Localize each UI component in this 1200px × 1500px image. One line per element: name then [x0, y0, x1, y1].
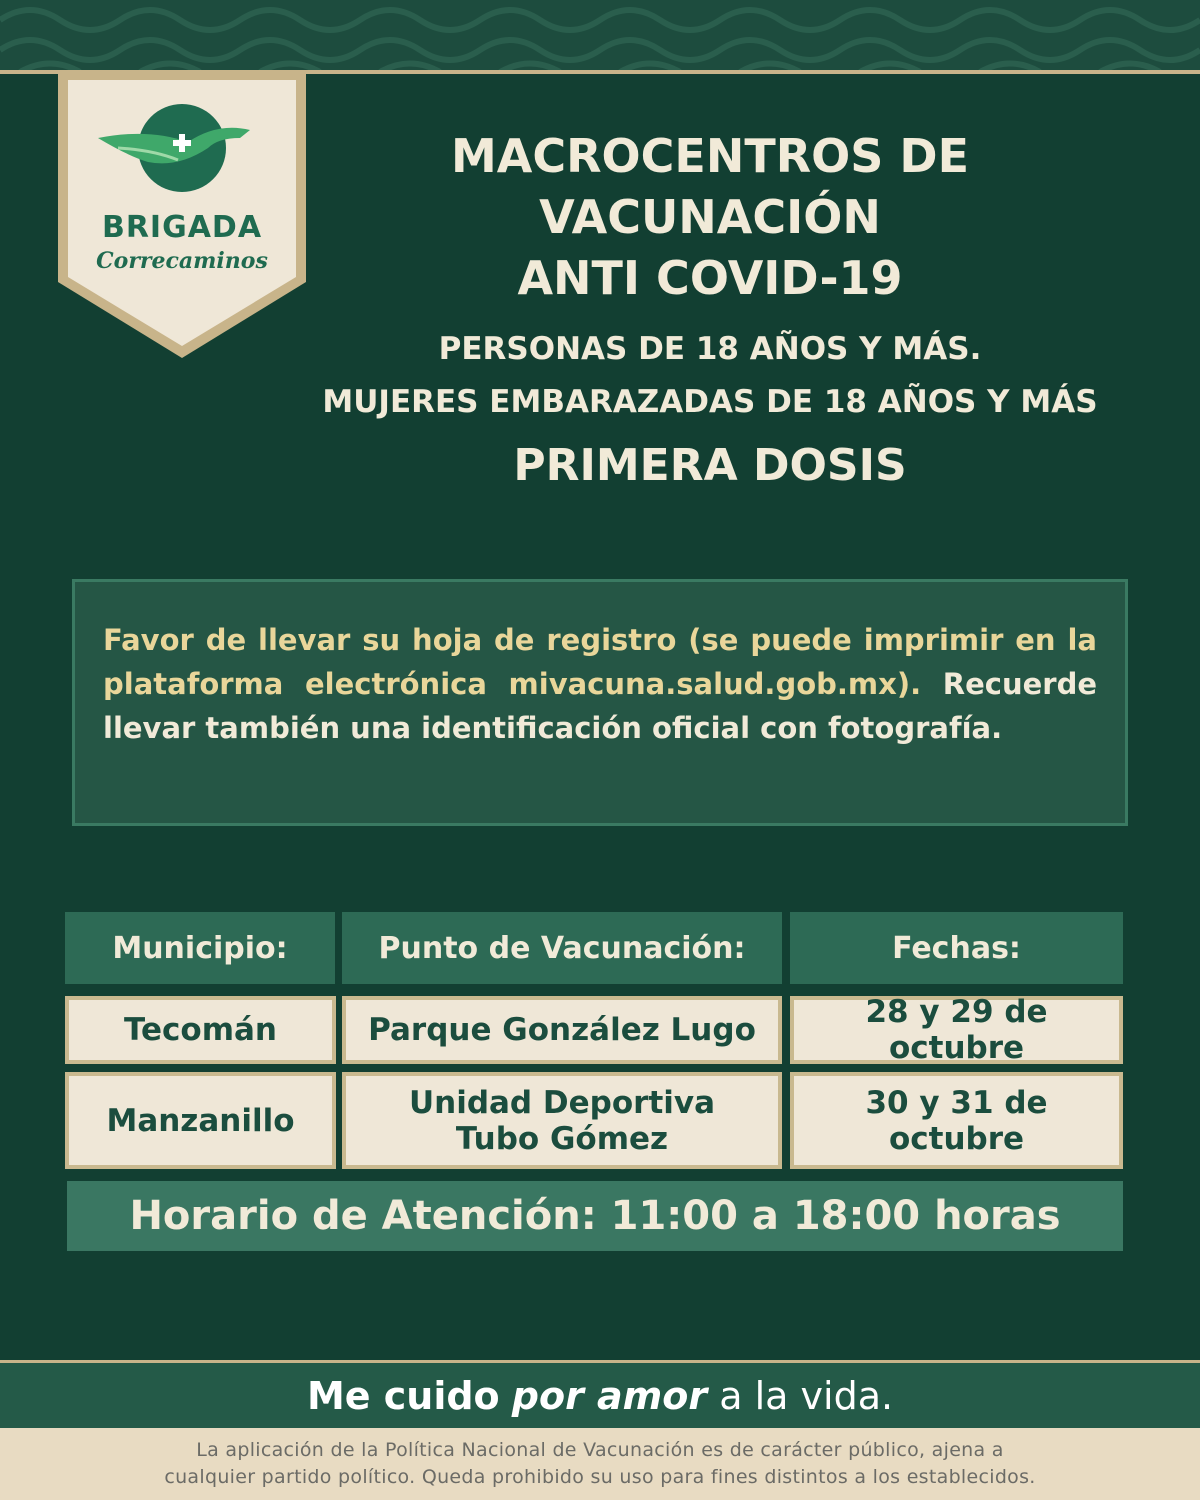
slogan-bar	[0, 1360, 1200, 1428]
logo-brigada-text: BRIGADA	[101, 210, 263, 245]
header-fechas: Fechas:	[790, 912, 1123, 984]
brigada-correcaminos-logo	[58, 72, 306, 358]
dose-label: PRIMERA DOSIS	[513, 440, 907, 491]
header-punto: Punto de Vacunación:	[342, 912, 782, 984]
info-highlight: Favor de llevar su hoja de registro (se puede imprimir en la plataforma electrónica mivacuna.salud.gob.mx).	[103, 623, 1097, 701]
footer-line-1: La aplicación de la Política Nacional de Vacunación es de carácter público, ajena a	[196, 1439, 1004, 1461]
roadrunner-icon	[58, 72, 306, 212]
info-box	[72, 579, 1128, 826]
info-rest: Recuerde llevar también una identificación oficial con fotografía.	[103, 667, 1097, 745]
footer-line-2: cualquier partido político. Queda prohibido su uso para fines distintos a los establecidos.	[164, 1466, 1036, 1488]
slogan-part-2: por amor	[511, 1373, 708, 1418]
header-municipio: Municipio:	[65, 912, 335, 984]
row-2-municipio: Manzanillo	[65, 1072, 336, 1169]
ornament-pattern-icon	[0, 0, 1200, 72]
opening-hours: Horario de Atención: 11:00 a 18:00 horas	[67, 1181, 1123, 1251]
row-2-punto-line-2: Tubo Gómez	[455, 1120, 669, 1157]
row-1-fechas: 28 y 29 de octubre	[790, 996, 1123, 1064]
title-line-1: MACROCENTROS DE	[451, 129, 969, 183]
slogan-part-3: a la vida.	[719, 1373, 894, 1418]
audience-line-1: PERSONAS DE 18 AÑOS Y MÁS.	[438, 331, 982, 367]
title-line-2: VACUNACIÓN	[539, 190, 881, 244]
logo-correcaminos-text: Correcaminos	[96, 248, 268, 274]
row-1-municipio: Tecomán	[65, 996, 336, 1064]
decorative-pattern-band	[0, 0, 1200, 72]
row-1-punto: Parque González Lugo	[342, 996, 782, 1064]
row-2-fechas: 30 y 31 de octubre	[790, 1072, 1123, 1169]
slogan-part-1: Me cuido	[306, 1373, 500, 1418]
info-text	[103, 618, 1097, 750]
title-line-3: ANTI COVID-19	[517, 251, 903, 305]
row-2-punto-line-1: Unidad Deportiva	[408, 1084, 716, 1121]
row-2-punto	[342, 1072, 782, 1169]
audience-line-2: MUJERES EMBARAZADAS DE 18 AÑOS Y MÁS	[322, 384, 1098, 420]
legal-footer	[0, 1428, 1200, 1500]
title-block	[300, 126, 1120, 499]
